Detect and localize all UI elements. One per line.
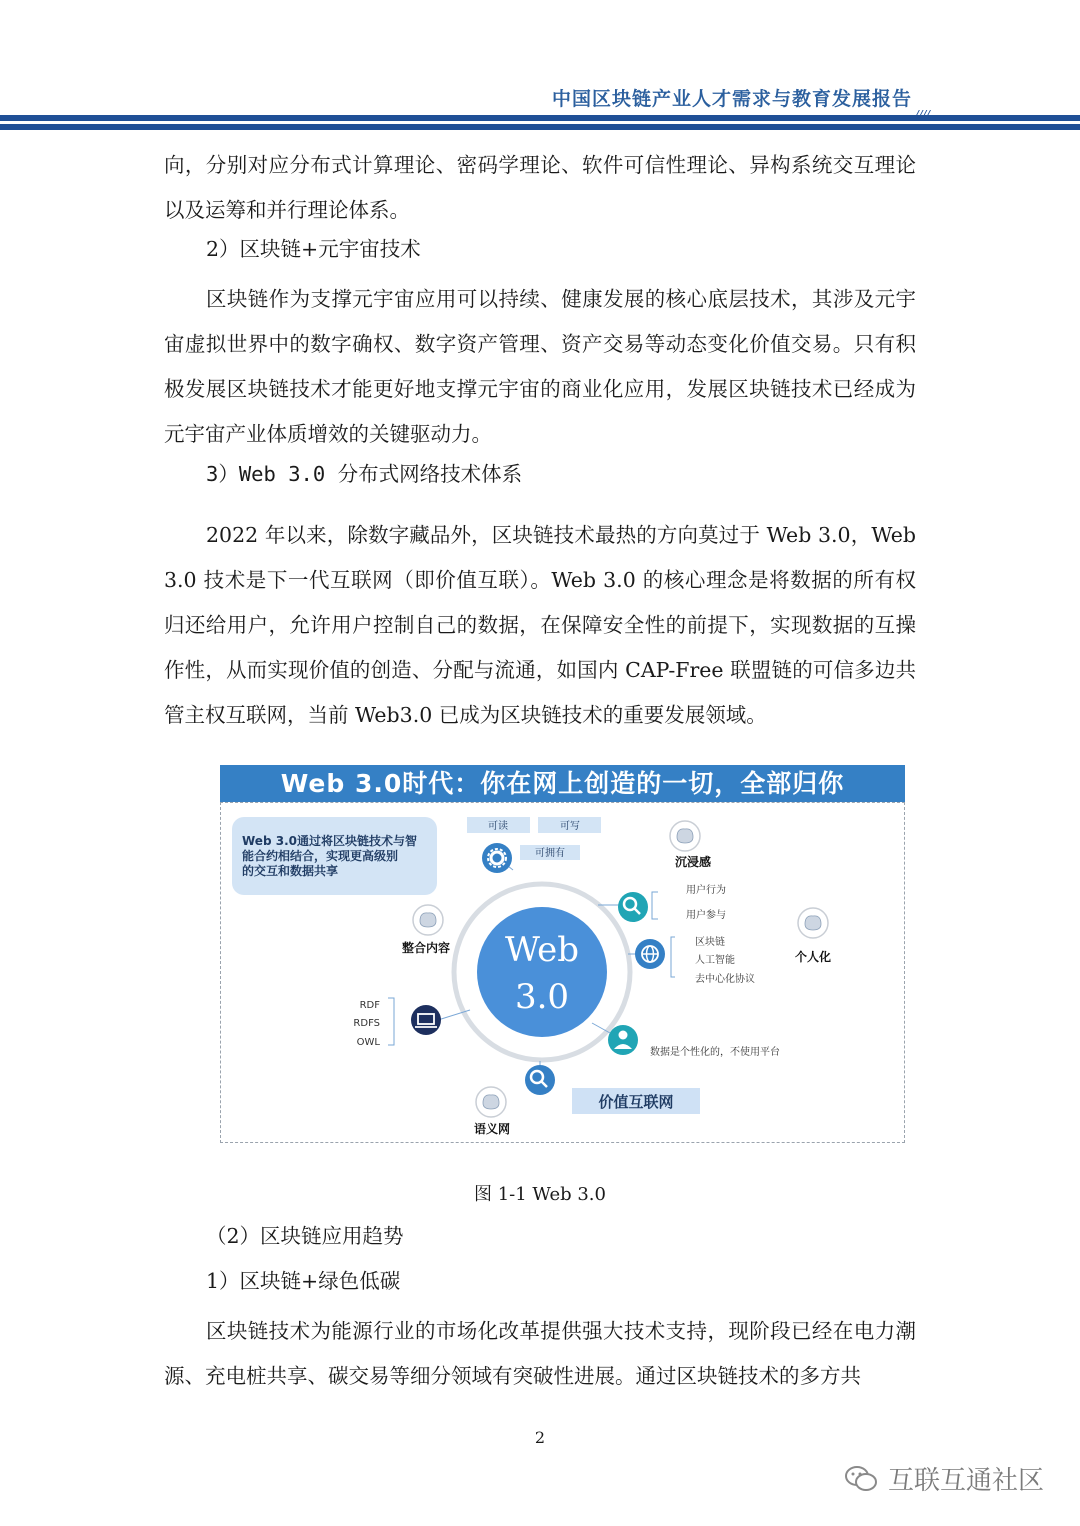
tag-write: 可写 — [560, 821, 580, 832]
paragraph-metaverse: 区块链作为支撑元宇宙应用可以持续、健康发展的核心底层技术，其涉及元宇宙虚拟世界中的数字确权、数字资产管理、资产交易等动态变化价值交易。只有积极发展区块链技术才能更好地支撑元宇宙的商业化应用，发展区块链技术已经成为元宇宙产业体质增效的关键驱动力。 — [164, 287, 916, 446]
callout-line-2: 能合约相结合，实现更高级别 — [242, 849, 399, 863]
label-ai: 人工智能 — [695, 955, 735, 966]
label-user-behavior: 用户行为 — [686, 885, 726, 896]
brain-icon — [670, 821, 700, 851]
search-icon — [525, 1065, 555, 1095]
watermark — [844, 1460, 1044, 1497]
label-immersion: 沉浸感 — [674, 855, 712, 869]
figure-caption: 图 1-1 Web 3.0 — [474, 1184, 606, 1205]
label-decentral: 去中心化协议 — [695, 974, 755, 985]
callout-line-3: 的交互和数据共享 — [242, 864, 339, 878]
wechat-icon — [844, 1464, 878, 1494]
page-number: 2 — [534, 1428, 546, 1447]
label-value-internet: 价值互联网 — [598, 1093, 674, 1111]
web3-circle — [477, 907, 607, 1037]
heading-green-lowcarbon: 1）区块链+绿色低碳 — [206, 1269, 401, 1293]
heading-application-trends: （2）区块链应用趋势 — [206, 1224, 404, 1248]
label-semantic-web: 语义网 — [473, 1122, 511, 1136]
paragraph-distributed-theory: 向，分别对应分布式计算理论、密码学理论、软件可信性理论、异构系统交互理论以及运筹和并行理论体系。 — [164, 153, 916, 222]
label-owl: OWL — [356, 1037, 380, 1048]
brain-icon — [413, 905, 443, 935]
figure-web3 — [220, 765, 905, 1143]
brain-icon — [476, 1087, 506, 1117]
search-icon — [618, 892, 648, 922]
label-integrate-content: 整合内容 — [401, 941, 451, 955]
label-data-personal: 数据是个性化的，不使用平台 — [650, 1047, 780, 1058]
user-icon — [608, 1025, 638, 1055]
page-header-title: 中国区块链产业人才需求与教育发展报告 — [551, 88, 912, 110]
gear-icon — [482, 843, 512, 873]
web3-label-line2: 3.0 — [514, 977, 570, 1017]
label-blockchain: 区块链 — [695, 937, 725, 948]
watermark-text: 互联互通社区 — [887, 1466, 1044, 1496]
label-personalization: 个人化 — [794, 950, 832, 964]
paragraph-energy: 区块链技术为能源行业的市场化改革提供强大技术支持，现阶段已经在电力潮源、充电桩共享、碳交易等细分领域有突破性进展。通过区块链技术的多方共 — [164, 1319, 916, 1388]
header-rule-top — [0, 115, 1080, 121]
callout-line-1: Web 3.0通过将区块链技术与智 — [242, 834, 417, 848]
web3-label-line1: Web — [504, 930, 580, 970]
globe-icon — [635, 939, 665, 969]
paragraph-web3: 2022 年以来，除数字藏品外，区块链技术最热的方向莫过于 Web 3.0，Web 3.0 技术是下一代互联网（即价值互联）。Web 3.0 的核心理念是将数据的所有权归还给用户，允许用户控制自己的数据，在保障安全性的前提下，实现数据的互操作性，从而实现价值的创造、分配与流通，如国内 CAP-Free 联盟链的可信多边共管主权互联网，当前 Web3.0 已成为区块链技术的重要发展领域。 — [164, 523, 916, 727]
tag-read: 可读 — [488, 821, 508, 832]
brain-icon — [798, 908, 828, 938]
label-rdfs: RDFS — [353, 1018, 380, 1029]
header-rule-bottom — [0, 124, 1080, 130]
laptop-icon — [411, 1005, 441, 1035]
figure-banner: Web 3.0时代：你在网上创造的一切，全部归你 — [220, 765, 905, 802]
heading-metaverse: 2）区块链+元宇宙技术 — [206, 237, 421, 261]
heading-web3: 3）Web 3.0 分布式网络技术体系 — [206, 462, 523, 486]
label-rdf: RDF — [359, 1000, 380, 1011]
tag-own: 可拥有 — [535, 848, 565, 859]
figure-diagram — [220, 765, 905, 1143]
label-user-participation: 用户参与 — [686, 910, 726, 921]
